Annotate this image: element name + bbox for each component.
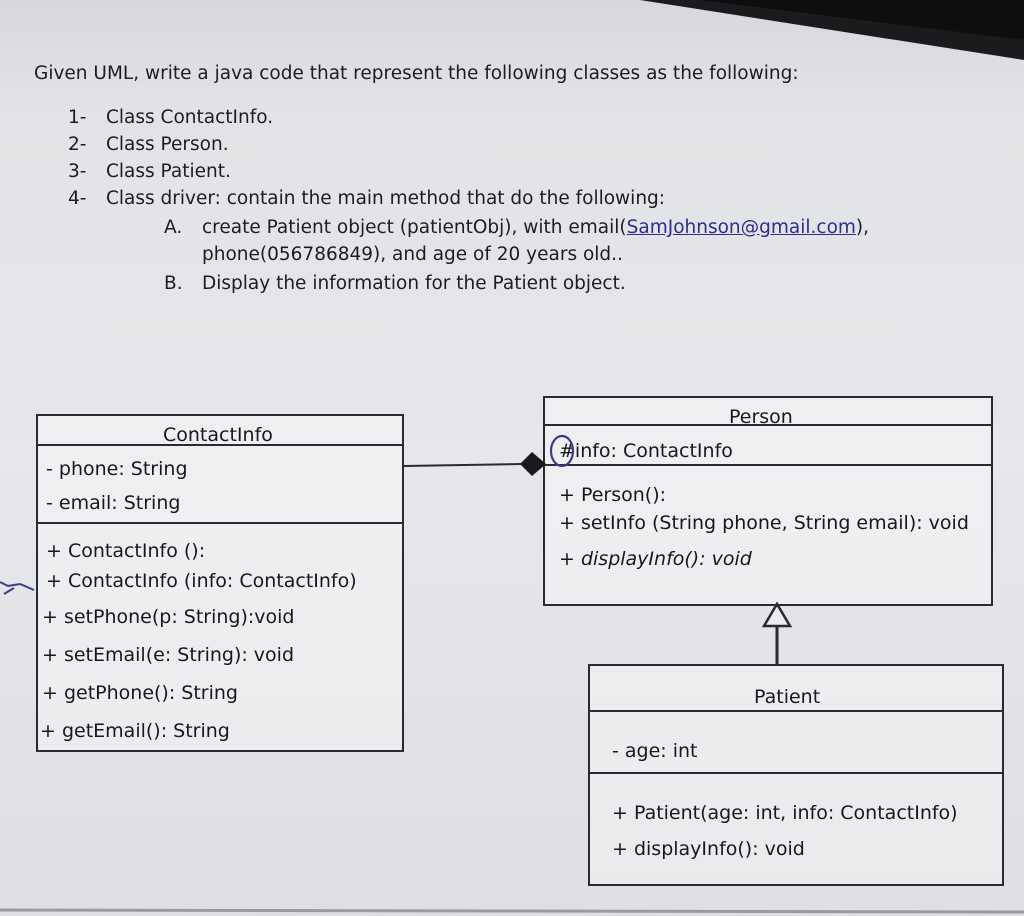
method: + setEmail(e: String): void — [42, 644, 295, 666]
attribute: #info: ContactInfo — [559, 440, 733, 462]
composition-line — [404, 464, 522, 466]
attribute: - email: String — [46, 492, 181, 514]
method: + setPhone(p: String):void — [42, 606, 295, 628]
sub-item-b: B. Display the information for the Patient object. — [164, 273, 626, 294]
method: + Patient(age: int, info: ContactInfo) — [612, 802, 958, 824]
method: + ContactInfo (): — [46, 540, 206, 562]
list-item: 1- Class ContactInfo. — [68, 107, 274, 128]
pen-scribble-mark — [0, 582, 34, 590]
email-link[interactable]: SamJohnson@gmail.com — [626, 217, 856, 238]
class-divider — [590, 710, 1002, 712]
method: + getPhone(): String — [42, 682, 238, 704]
class-divider — [545, 424, 991, 426]
uml-class-patient — [588, 664, 1004, 886]
class-name: Person — [729, 406, 793, 428]
sub-item-a: A. create Patient object (patientObj), with email(SamJohnson@gmail.com), — [164, 217, 870, 238]
method: + Person(): — [559, 484, 667, 506]
inheritance-triangle-icon — [764, 604, 790, 626]
class-divider — [590, 772, 1002, 774]
method: + ContactInfo (info: ContactInfo) — [46, 570, 357, 592]
uml-class-person — [543, 396, 993, 606]
method: + displayInfo(): void — [559, 548, 752, 570]
question-title: Given UML, write a java code that represent the following classes as the following: — [34, 63, 799, 84]
class-divider — [545, 464, 991, 466]
attribute: - phone: String — [46, 458, 188, 480]
list-item: 4- Class driver: contain the main method that do the following: — [68, 188, 666, 209]
method: + setInfo (String phone, String email): void — [559, 512, 969, 534]
list-item: 3- Class Patient. — [68, 161, 231, 182]
method: + getEmail(): String — [40, 720, 230, 742]
list-item: 2- Class Person. — [68, 134, 229, 155]
class-divider — [38, 444, 402, 446]
class-name: ContactInfo — [163, 424, 273, 446]
uml-class-contactinfo — [36, 414, 404, 752]
attribute: - age: int — [612, 740, 698, 762]
class-name: Patient — [754, 686, 821, 708]
protected-marker: # — [559, 440, 575, 462]
method: + displayInfo(): void — [612, 838, 805, 860]
class-divider — [38, 522, 402, 524]
sub-item-a-continuation: phone(056786849), and age of 20 years old.. — [202, 244, 623, 265]
